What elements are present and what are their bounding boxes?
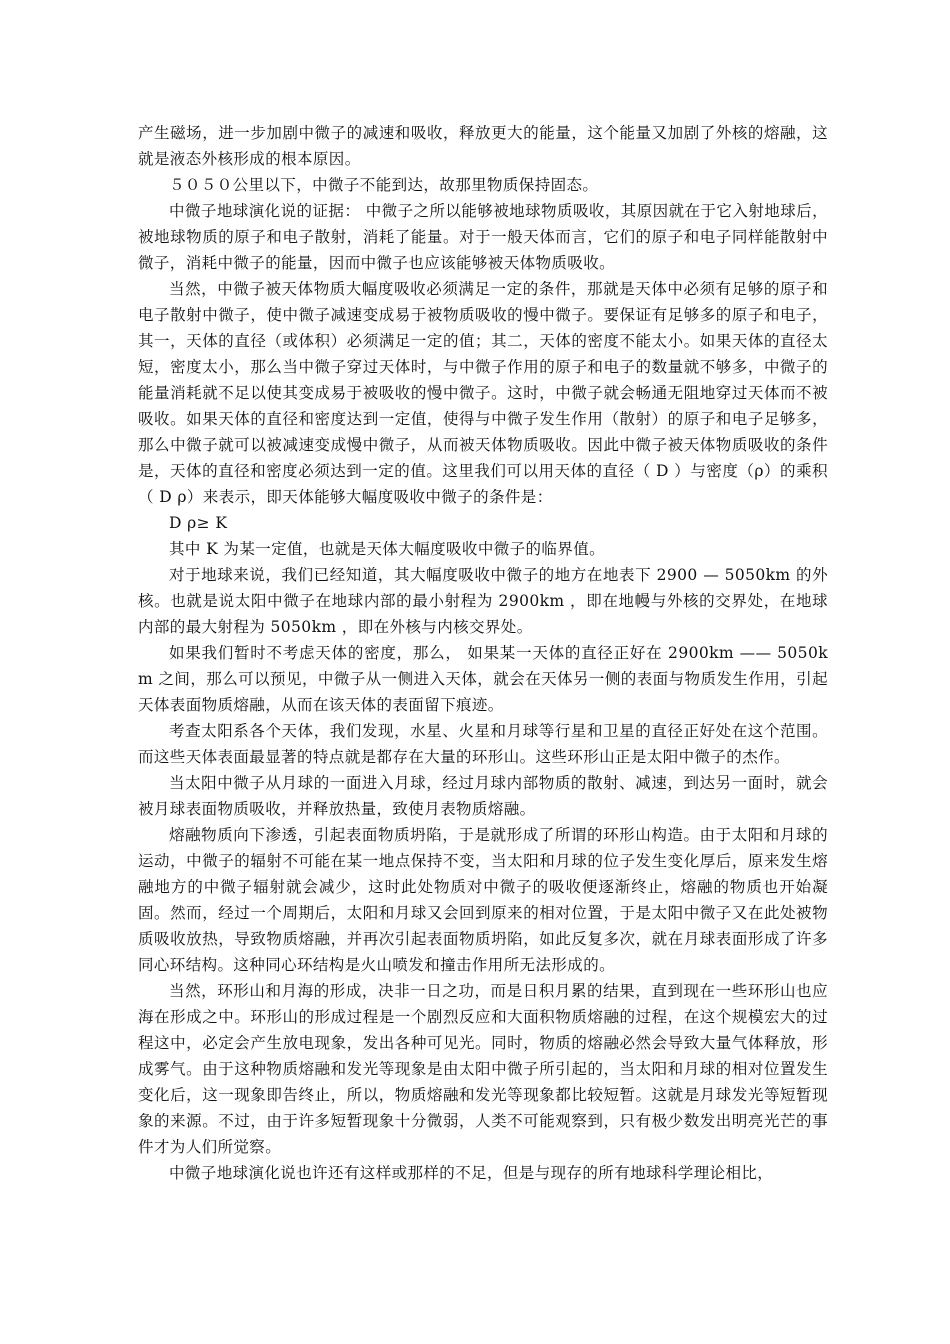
paragraph-crater-formation: 熔融物质向下渗透，引起表面物质坍陷，于是就形成了所谓的环形山构造。由于太阳和月球的运动，中微子的辐射不可能在某一地点保持不变，当太阳和月球的位子发生变化厚后，原来发生熔融地方的中微子辐射就会减少，这时此处物质对中微子的吸收便逐渐终止，熔融的物质也开始凝固。然而，经过一个周期后，太阳和月球又会回到原来的相对位置，于是太阳中微子又在此处被物质吸收放热，导致物质熔融，并再次引起表面物质坍陷，如此反复多次，就在月球表面形成了许多同心环结构。这种同心环结构是火山喷发和撞击作用所无法形成的。 xyxy=(138,826,828,974)
paragraph-earth-range: 对于地球来说，我们已经知道，其大幅度吸收中微子的地方在地表下 2900 — 5050km 的外核。也就是说太阳中微子在地球内部的最小射程为 2900km ，即在地幔与外核的交界处，在地球内部的最大射程为 5050km ，即在外核与内核交界处。 xyxy=(138,566,828,636)
document-page xyxy=(138,120,828,1186)
paragraph-evidence: 中微子地球演化说的证据： 中微子之所以能够被地球物质吸收，其原因就在于它入射地球后，被地球物质的原子和电子散射，消耗了能量。对于一般天体而言，它们的原子和电子同样能散射中微子，消耗中微子的能量，因而中微子也应该能够被天体物质吸收。 xyxy=(138,202,828,272)
paragraph-moon-absorption: 当太阳中微子从月球的一面进入月球，经过月球内部物质的散射、减速，到达另一面时，就会被月球表面物质吸收，并释放热量，致使月表物质熔融。 xyxy=(138,774,828,818)
formula-line: D ρ≥ K xyxy=(169,514,228,532)
paragraph-transient-phenomena: 当然，环形山和月海的形成，决非一日之功，而是日积月累的结果，直到现在一些环形山也应海在形成之中。环形山的形成过程是一个剧烈反应和大面积物质熔融的过程，在这个规模宏大的过程这中，必定会产生放电现象，发出各种可见光。同时，物质的熔融必然会导致大量气体释放，形成雾气。由于这种物质熔融和发光等现象是由太阳中微子所引起的，当太阳和月球的相对位置发生变化后，这一现象即告终止，所以，物质熔融和发光等现象都比较短暂。这就是月球发光等短暂现象的来源。不过，由于许多短暂现象十分微弱，人类不可能观察到，只有极少数发出明亮光芒的事件才为人们所觉察。 xyxy=(138,982,828,1156)
paragraph-outer-core-melting: 产生磁场，进一步加剧中微子的减速和吸收，释放更大的能量，这个能量又加剧了外核的熔融，这就是液态外核形成的根本原因。 xyxy=(138,124,828,168)
paragraph-absorption-conditions: 当然，中微子被天体物质大幅度吸收必须满足一定的条件，那就是天体中必须有足够的原子和电子散射中微子，使中微子减速变成易于被物质吸收的慢中微子。要保证有足够多的原子和电子，其一，天体的直径（或体积）必须满足一定的值；其二，天体的密度不能太小。如果天体的直径太短，密度太小，那么当中微子穿过天体时，与中微子作用的原子和电子的数量就不够多，中微子的能量消耗就不足以使其变成易于被吸收的慢中微子。这时，中微子就会畅通无阻地穿过天体而不被吸收。如果天体的直径和密度达到一定值，使得与中微子发生作用（散射）的原子和电子足够多，那么中微子就可以被减速变成慢中微子，从而被天体物质吸收。因此中微子被天体物质吸收的条件是，天体的直径和密度必须达到一定的值。这里我们可以用天体的直径（ D ）与密度（ρ）的乘积（ D ρ）来表示，即天体能够大幅度吸收中微子的条件是： xyxy=(138,280,828,506)
paragraph-critical-value: 其中 K 为某一定值，也就是天体大幅度吸收中微子的临界值。 xyxy=(169,540,606,558)
paragraph-conclusion: 中微子地球演化说也许还有这样或那样的不足，但是与现存的所有地球科学理论相比， xyxy=(169,1164,774,1182)
paragraph-5050km-solid: ５０５０公里以下，中微子不能到达，故那里物质保持固态。 xyxy=(169,176,599,194)
paragraph-diameter-hypothesis: 如果我们暂时不考虑天体的密度，那么， 如果某一天体的直径正好在 2900km —— 5050km 之间，那么可以预见，中微子从一侧进入天体，就会在天体另一侧的表面与物质发生作用，引起天体表面物质熔融，从而在该天体的表面留下痕迹。 xyxy=(138,644,828,714)
paragraph-solar-system-bodies: 考查太阳系各个天体，我们发现，水星、火星和月球等行星和卫星的直径正好处在这个范围。而这些天体表面最显著的特点就是都存在大量的环形山。这些环形山正是太阳中微子的杰作。 xyxy=(138,722,828,766)
